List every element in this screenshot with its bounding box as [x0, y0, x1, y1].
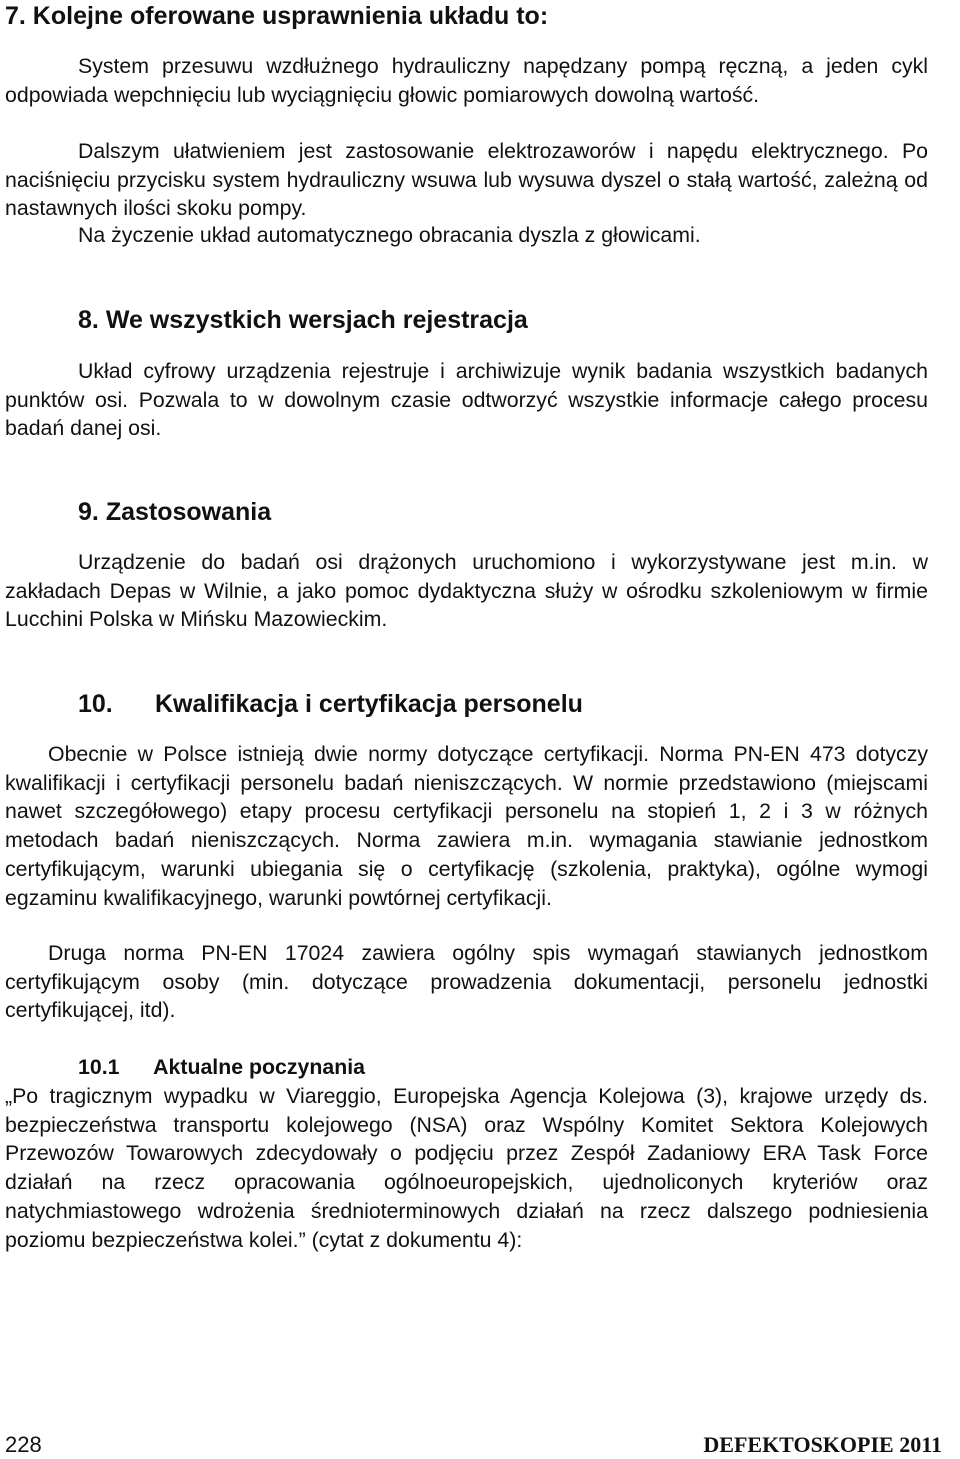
section-8-heading [78, 305, 928, 335]
section-9-title: Zastosowania [105, 498, 272, 526]
section-10-1-heading [78, 1053, 928, 1082]
section-10-1-paragraph-1: „Po tragicznym wypadku w Viareggio, Europejska Agencja Kolejowa (3), krajowe urzędy ds. bezpieczeństwa transportu kolejowego (NSA) oraz Wspólny Komitet Sektora Kolejowych Przewozów Towarowych zdecydowały o podjęciu przez Zespół Zadaniowy ERA Task Force działań na rzecz opracowania ogólnoeuropejskich, ujednoliconych kryteriów oraz natychmiastowego wdrożenia średnioterminowych działań na rzecz dalszego podniesienia poziomu bezpieczeństwa kolei.” (cytat z dokumentu 4): [5, 1084, 928, 1252]
section-7-paragraph-1: System przesuwu wzdłużnego hydrauliczny napędzany pompą ręczną, a jeden cykl odpowiada wepchnięciu lub wyciągnięciu głowic pomiarowych dowolną wartość. [5, 54, 928, 107]
section-10-number: 10. [78, 690, 113, 718]
section-8-title: We wszystkich wersjach rejestracja [105, 306, 528, 334]
section-10-paragraph-1: Obecnie w Polsce istnieją dwie normy dotyczące certyfikacji. Norma PN-EN 473 dotyczy kwalifikacji i certyfikacji personelu badań nieniszczących. W normie przedstawiono (miejscami nawet szczegółowego) etapy procesu certyfikacji personelu na stopień 1, 2 i 3 w różnych metodach badań nieniszczących. Norma zawiera m.in. wymagania stawianie jednostkom certyfikującym, warunki ubiegania się o certyfikację (szkolenia, praktyka), ogólne wymogi egzaminu kwalifikacyjnego, warunki powtórnej certyfikacji. [5, 742, 928, 910]
section-10-paragraph-2: Druga norma PN-EN 17024 zawiera ogólny spis wymagań stawianych jednostkom certyfikującym osoby (min. dotyczące prowadzenia dokumentacji, personelu jednostki certyfikującej, itd). [5, 941, 928, 1023]
section-9-number: 9. [78, 498, 99, 526]
page-number: 228 [5, 1432, 42, 1457]
journal-name: DEFEKTOSKOPIE 2011 [703, 1432, 942, 1457]
section-10-heading [78, 689, 928, 719]
section-7-heading: 7. Kolejne oferowane usprawnienia układu to: [5, 2, 549, 30]
section-8-paragraph-1: Układ cyfrowy urządzenia rejestruje i archiwizuje wynik badania wszystkich badanych punktów osi. Pozwala to w dowolnym czasie odtworzyć wszystkie informacje całego procesu badań danej osi. [5, 359, 928, 441]
section-7-paragraph-2: Dalszym ułatwieniem jest zastosowanie elektrozaworów i napędu elektrycznego. Po naciśnięciu przycisku system hydrauliczny wsuwa lub wysuwa dyszel o stałą wartość, zależną od nastawnych ilości skoku pompy. [5, 139, 928, 221]
section-10-title: Kwalifikacja i certyfikacja personelu [154, 690, 583, 718]
section-9-heading [78, 497, 928, 527]
section-9-paragraph-1: Urządzenie do badań osi drążonych uruchomiono i wykorzystywane jest m.in. w zakładach Depas w Wilnie, a jako pomoc dydaktyczna służy w ośrodku szkoleniowym w firmie Lucchini Polska w Mińsku Mazowieckim. [5, 550, 928, 632]
section-10-1-number: 10.1 [78, 1055, 120, 1079]
section-7-paragraph-3: Na życzenie układ automatycznego obracania dyszla z głowicami. [78, 223, 701, 247]
section-10-1-title: Aktualne poczynania [153, 1055, 365, 1079]
section-8-number: 8. [78, 306, 99, 334]
